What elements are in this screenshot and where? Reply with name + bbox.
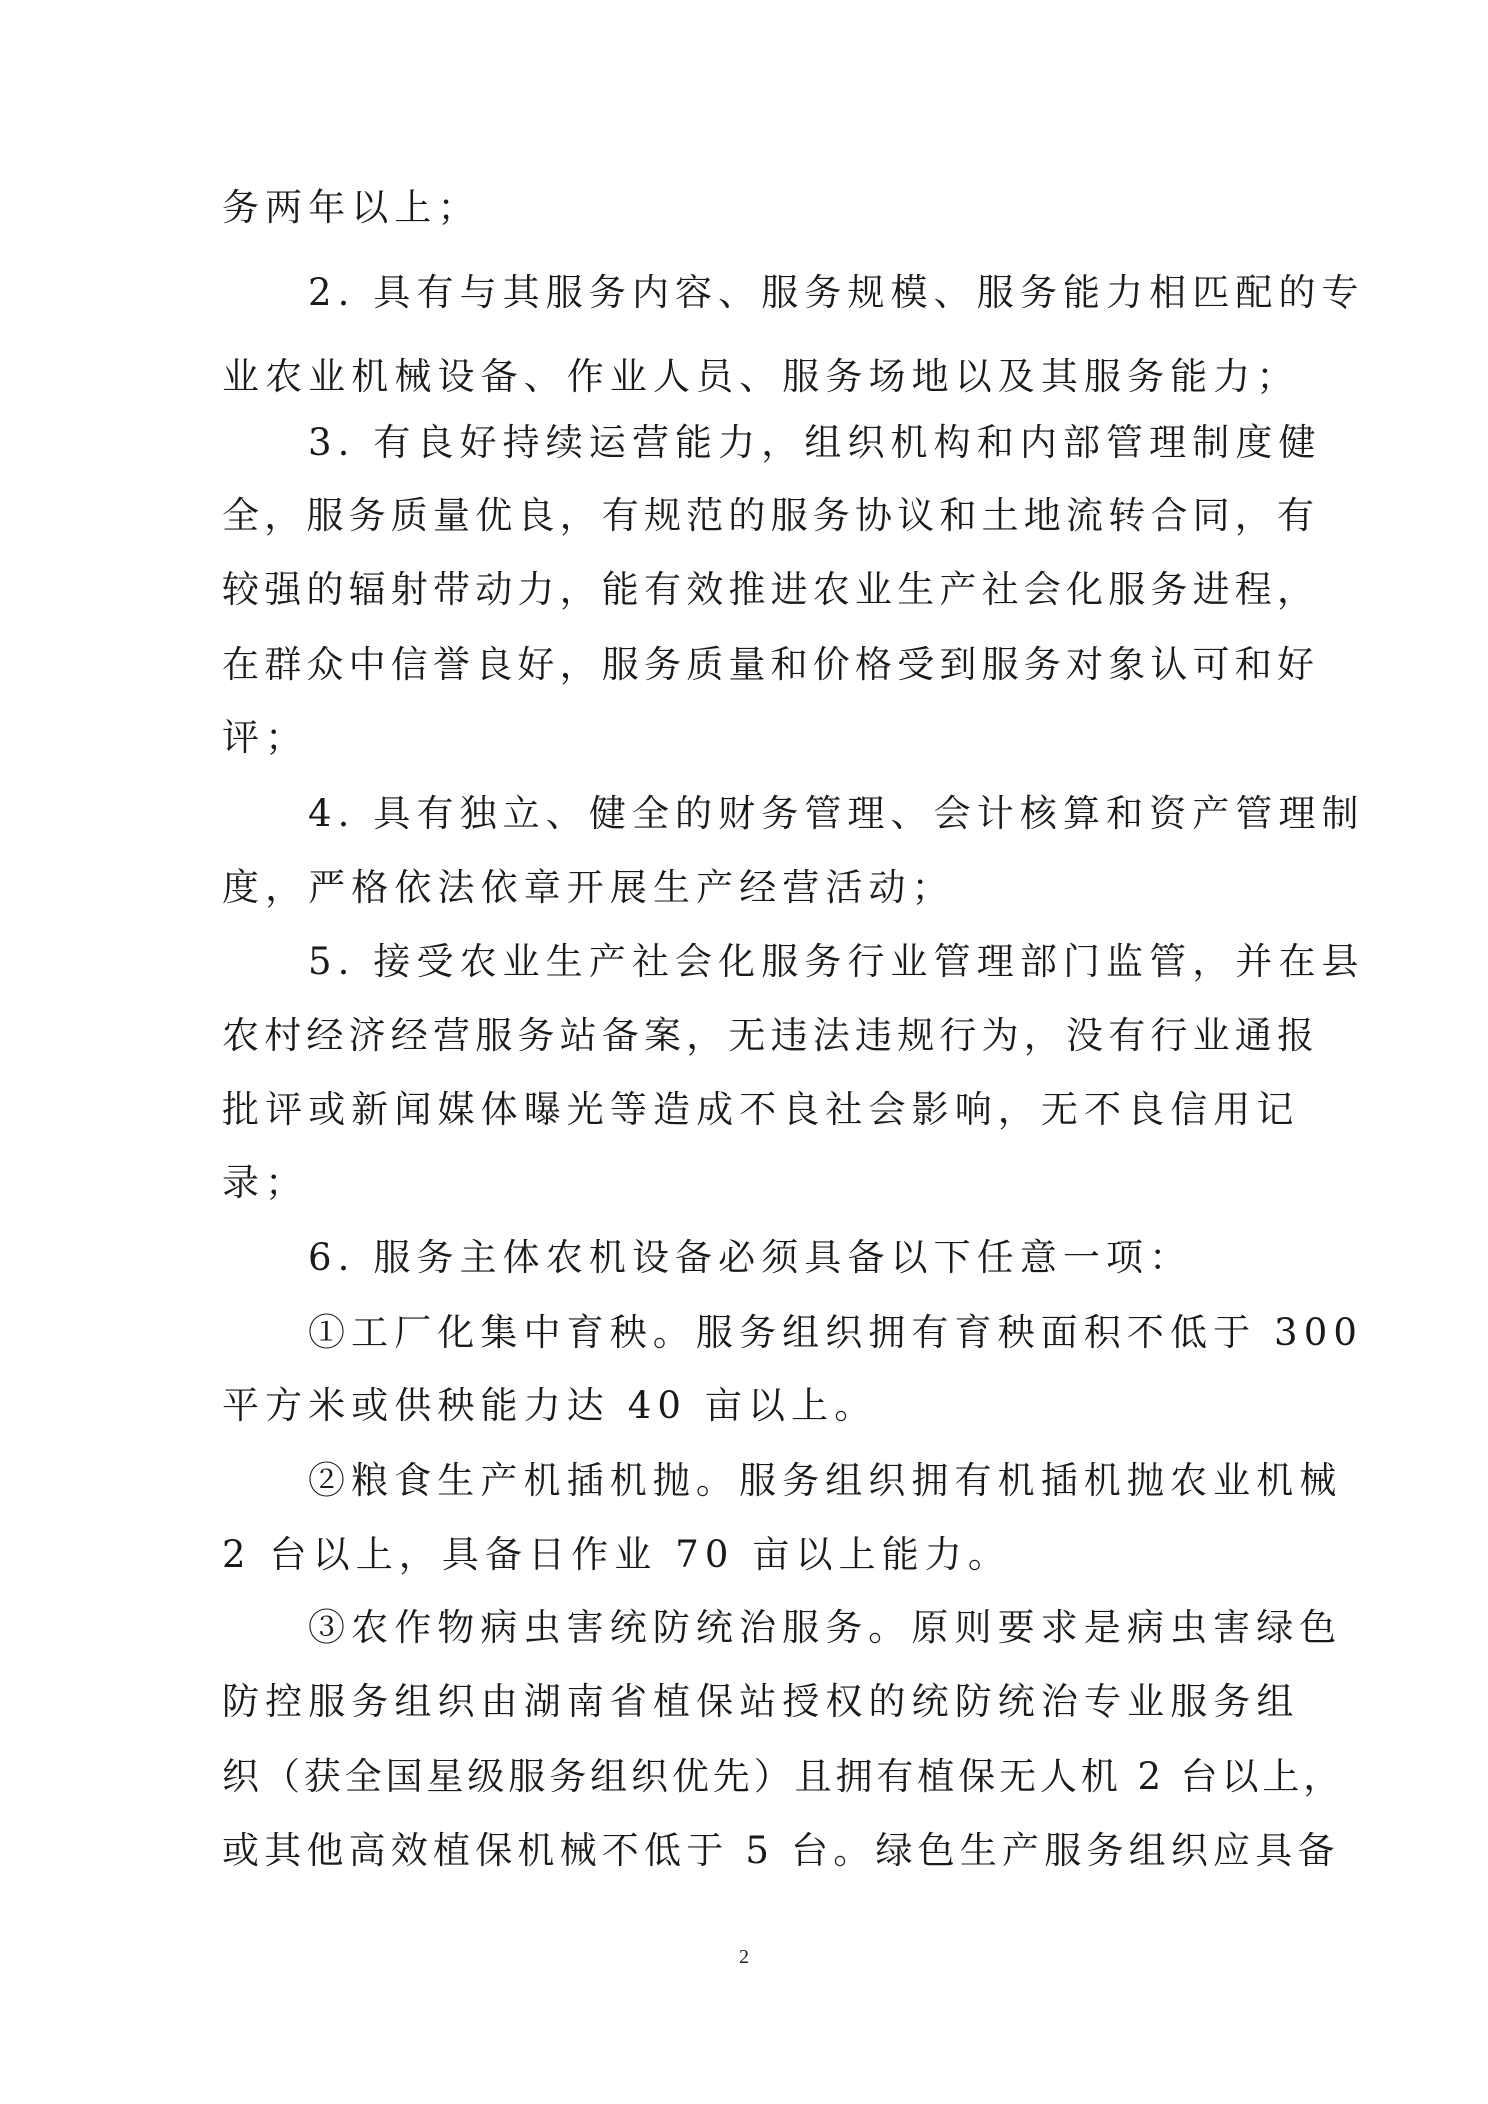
text-line: 防控服务组织由湖南省植保站授权的统防统治专业服务组 [222,1680,1300,1723]
text-line: 2 台以上，具备日作业 70 亩以上能力。 [222,1533,1012,1576]
page-number: 2 [739,1946,749,1968]
text-line: 4. 具有独立、健全的财务管理、会计核算和资产管理制 [308,792,1365,835]
text-line: 在群众中信誉良好，服务质量和价格受到服务对象认可和好 [222,643,1320,686]
text-line: 务两年以上； [222,186,481,229]
text-line: 度，严格依法依章开展生产经营活动； [222,866,955,909]
text-line: 业农业机械设备、作业人员、服务场地以及其服务能力； [222,355,1300,398]
text-line: 平方米或供秧能力达 40 亩以上。 [222,1384,878,1427]
text-line: ③农作物病虫害统防统治服务。原则要求是病虫害绿色 [308,1606,1343,1649]
text-line: 织（获全国星级服务组织优先）且拥有植保无人机 2 台以上， [222,1755,1345,1798]
text-line: ②粮食生产机插机抛。服务组织拥有机插机抛农业机械 [308,1459,1343,1502]
text-line: 评； [222,716,309,759]
text-line: 或其他高效植保机械不低于 5 台。绿色生产服务组织应具备 [222,1829,1340,1872]
text-line: 录； [222,1161,309,1204]
text-line: ①工厂化集中育秧。服务组织拥有育秧面积不低于 300 [308,1311,1363,1354]
text-line: 较强的辐射带动力，能有效推进农业生产社会化服务进程， [222,568,1320,611]
text-line: 农村经济经营服务站备案，无违法违规行为，没有行业通报 [222,1014,1320,1057]
text-line: 3. 有良好持续运营能力，组织机构和内部管理制度健 [308,421,1322,464]
text-line: 批评或新闻媒体曝光等造成不良社会影响，无不良信用记 [222,1088,1300,1131]
text-line: 2. 具有与其服务内容、服务规模、服务能力相匹配的专 [308,271,1365,314]
text-line: 全，服务质量优良，有规范的服务协议和土地流转合同，有 [222,494,1320,537]
text-line: 5. 接受农业生产社会化服务行业管理部门监管，并在县 [308,940,1365,983]
text-line: 6. 服务主体农机设备必须具备以下任意一项： [308,1236,1193,1279]
